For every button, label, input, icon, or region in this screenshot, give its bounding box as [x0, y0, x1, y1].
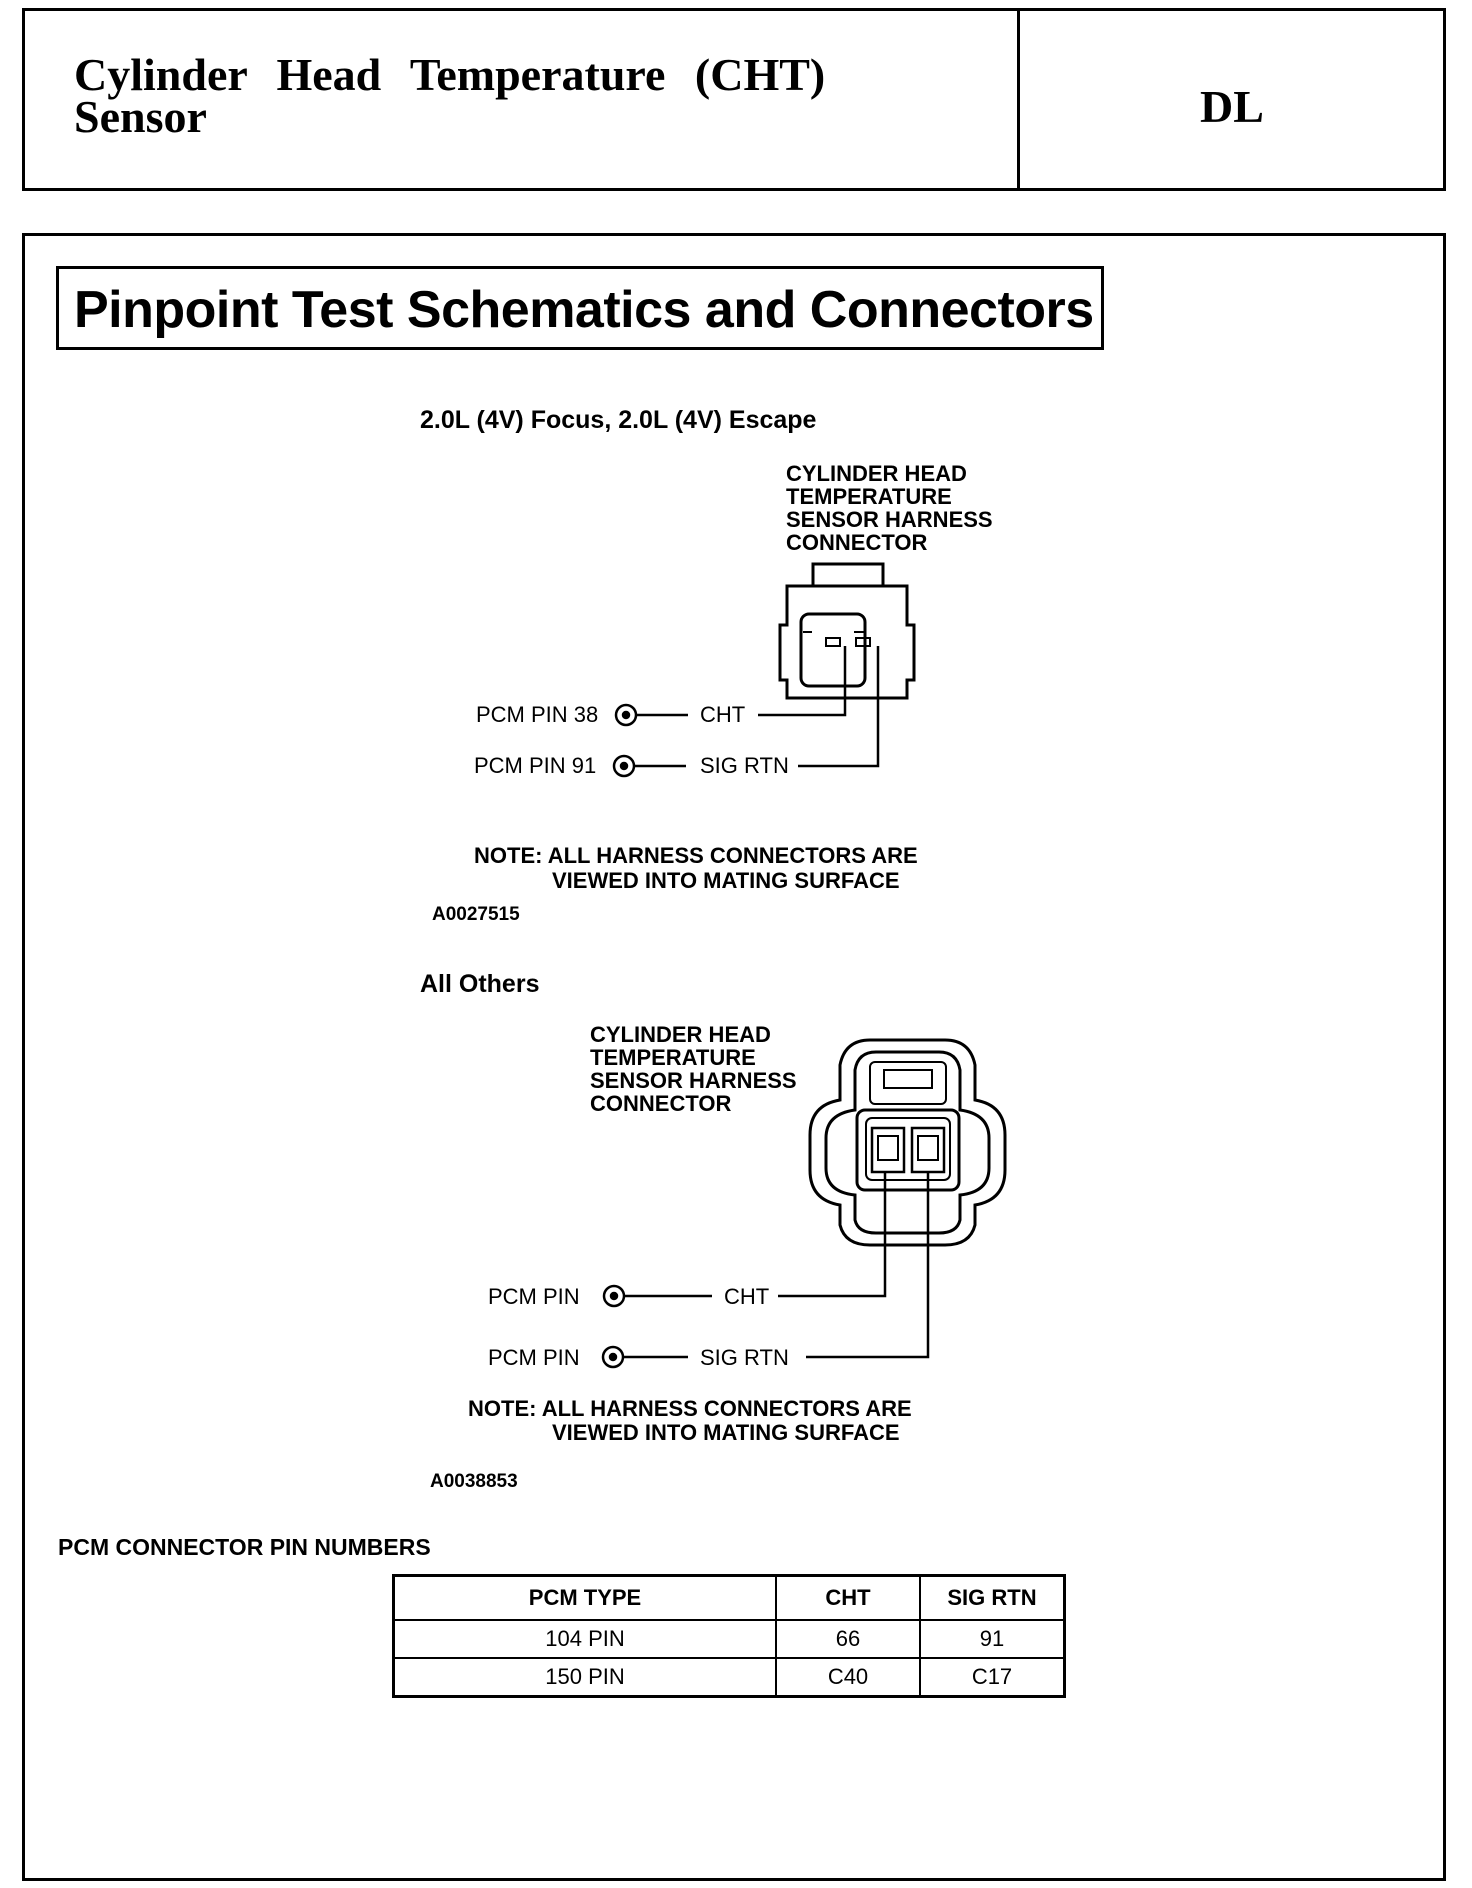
figure2-id: A0038853	[430, 1471, 518, 1492]
figure2-pin-1-circuit: CHT	[724, 1284, 770, 1309]
table-cell: C17	[920, 1658, 1065, 1697]
table-row	[394, 1620, 1065, 1658]
figure1-pin-2-circuit: SIG RTN	[700, 753, 789, 778]
figure1-connector-label: CYLINDER HEAD TEMPERATURE SENSOR HARNESS CONNECTOR	[786, 461, 993, 555]
figure1-pin-2-pcm: PCM PIN 91	[474, 753, 597, 778]
figure2-pin-2-pcm: PCM PIN	[488, 1345, 580, 1370]
table-cell: 66	[776, 1620, 920, 1658]
table-cell: C40	[776, 1658, 920, 1697]
figure1-id: A0027515	[432, 904, 520, 925]
page-title: Cylinder Head Temperature (CHT) Sensor	[74, 49, 826, 142]
figure1-pin-1-circuit: CHT	[700, 702, 746, 727]
figure2-caption: All Others	[420, 970, 540, 998]
figure2-wiring	[603, 1172, 928, 1367]
figure1-note-line2: VIEWED INTO MATING SURFACE	[552, 868, 900, 893]
figure2-pin-1-pcm: PCM PIN	[488, 1284, 580, 1309]
pin-table-heading: PCM CONNECTOR PIN NUMBERS	[58, 1534, 431, 1560]
section-code: DL	[1200, 81, 1264, 132]
table-cell: 91	[920, 1620, 1065, 1658]
figure2-note-line2: VIEWED INTO MATING SURFACE	[552, 1420, 900, 1445]
figure2-pin-2-circuit: SIG RTN	[700, 1345, 789, 1370]
table-row	[394, 1658, 1065, 1697]
column-header: CHT	[776, 1576, 920, 1621]
figure1-connector-icon	[780, 564, 914, 698]
table-cell: 104 PIN	[394, 1620, 777, 1658]
pin-table	[392, 1574, 1066, 1698]
figure1-pin-1-pcm: PCM PIN 38	[476, 702, 599, 727]
figure1-caption: 2.0L (4V) Focus, 2.0L (4V) Escape	[420, 406, 817, 434]
figure2-connector-label: CYLINDER HEAD TEMPERATURE SENSOR HARNESS CONNECTOR	[590, 1022, 797, 1116]
figure1-note-line1: NOTE: ALL HARNESS CONNECTORS ARE	[474, 843, 918, 868]
column-header: SIG RTN	[920, 1576, 1065, 1621]
column-header: PCM TYPE	[394, 1576, 777, 1621]
table-header-row	[394, 1576, 1065, 1621]
section-title: Pinpoint Test Schematics and Connectors	[74, 281, 1094, 339]
table-cell: 150 PIN	[394, 1658, 777, 1697]
figure2-note-line1: NOTE: ALL HARNESS CONNECTORS ARE	[468, 1396, 912, 1421]
figure2-connector-icon	[810, 1040, 1005, 1245]
